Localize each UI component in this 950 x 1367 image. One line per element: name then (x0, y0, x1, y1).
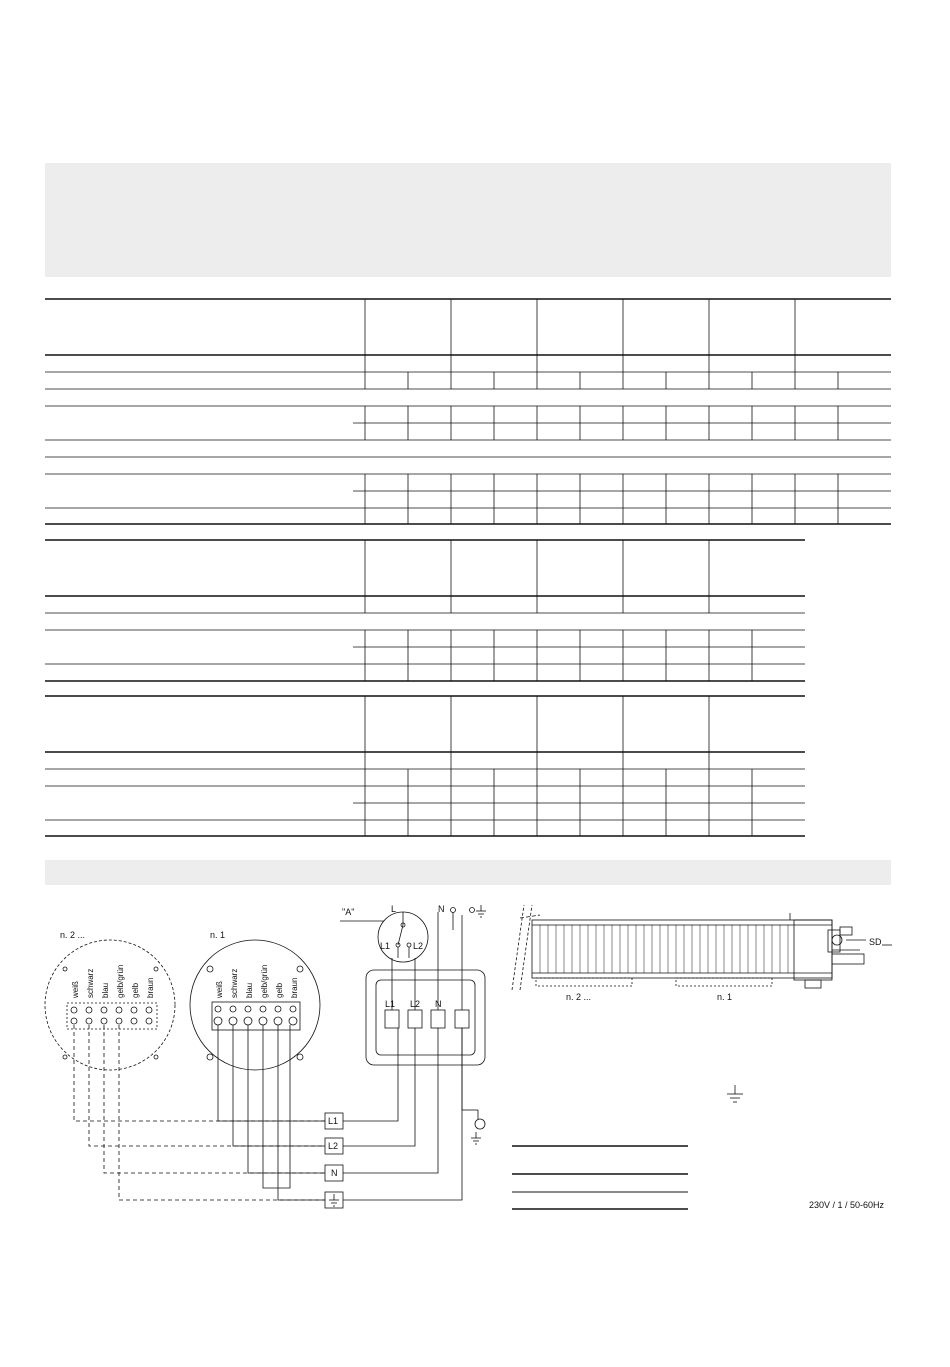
motor-n1-wire-label: schwarz (230, 968, 239, 998)
motor-n2-wire-label: blau (101, 982, 110, 998)
ground-lug-icon (475, 1119, 485, 1129)
unit-motor-n2-label: n. 2 ... (566, 992, 592, 1002)
motor-n2-wire-label: weiß (71, 981, 80, 998)
motor-n1-wire-label: weiß (215, 981, 224, 998)
label-a: "A" (342, 907, 355, 917)
motor-n2-wire-label: braun (146, 977, 155, 998)
bus-n-label: N (331, 1168, 338, 1178)
table-3 (45, 696, 805, 836)
junction-box (366, 970, 485, 1065)
motor-n2-wire-label: schwarz (86, 968, 95, 998)
voltage-label: 230V / 1 / 50-60Hz (809, 1200, 885, 1210)
bus-l2-label: L2 (328, 1141, 339, 1151)
legend-lines (512, 1146, 688, 1209)
motor-n1-housing (190, 940, 320, 1070)
ground-icon-external (471, 1132, 481, 1144)
unit-cooler-drawing (512, 905, 892, 990)
motor-n1-terminals (212, 1002, 300, 1030)
switch-l2-label: L2 (413, 941, 424, 951)
switch-circle (340, 912, 428, 962)
junction-l1-label: L1 (385, 999, 396, 1009)
switch-l1-label: L1 (380, 941, 391, 951)
bus-l1-label: L1 (328, 1116, 339, 1126)
motor-n1-wire-label: gelb (275, 982, 284, 998)
motor-n2-housing (45, 940, 175, 1070)
motor-n1-wire-label: braun (290, 977, 299, 998)
wiring-diagram (45, 905, 892, 1209)
supply-n-label: N (438, 904, 445, 914)
table-2 (45, 540, 805, 681)
junction-n-label: N (435, 999, 442, 1009)
ground-icon-bus (329, 1194, 339, 1206)
ground-icon-top (476, 905, 486, 917)
junction-l2-label: L2 (410, 999, 421, 1009)
motor-n2-title: n. 2 ... (60, 930, 86, 940)
motor-n2-wire-label: gelb/grün (116, 964, 125, 998)
motor-n1-wire-label: gelb/grün (260, 964, 269, 998)
switch-l-label: L (391, 904, 397, 914)
ground-icon-legend (727, 1085, 743, 1102)
table-1 (45, 299, 891, 524)
motor-n2-wire-label: gelb (131, 982, 140, 998)
unit-motor-n1-label: n. 1 (717, 992, 733, 1002)
motor-n1-title: n. 1 (210, 930, 226, 940)
unit-sd-label: SD (869, 937, 882, 947)
motor-n1-wire-label: blau (245, 982, 254, 998)
